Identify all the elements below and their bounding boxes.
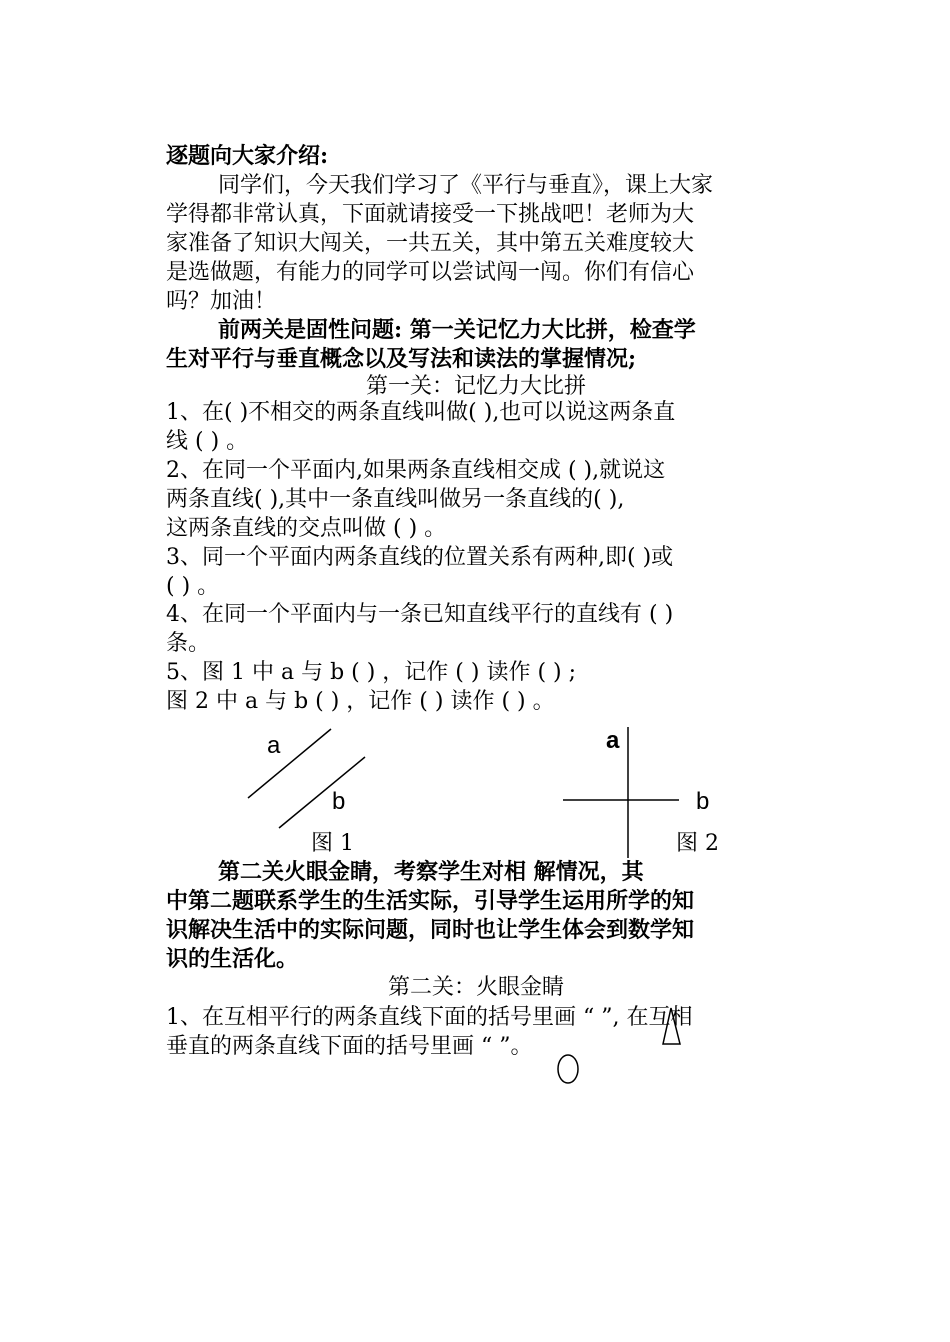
intro-line: 家准备了知识大闯关，一共五关，其中第五关难度较大 [166, 231, 695, 256]
section-heading: 逐题向大家介绍: [166, 143, 329, 169]
question-line: 2、在同一个平面内,如果两条直线相交成 ( ),就说这 [166, 458, 666, 483]
question-line: 3、同一个平面内两条直线的位置关系有两种,即( )或 [166, 545, 674, 570]
figure1-caption: 图 1 [311, 831, 354, 856]
question-line: 条。 [166, 631, 211, 656]
question-line: 1、在互相平行的两条直线下面的括号里画 “ ”, 在互相 [166, 1005, 693, 1030]
question-line: 垂直的两条直线下面的括号里画 “ ”。 [166, 1034, 533, 1059]
figure2-caption: 图 2 [676, 831, 719, 856]
intro-line: 同学们，今天我们学习了《平行与垂直》，课上大家 [218, 173, 714, 198]
figure1-label-a: a [267, 732, 281, 759]
figure1-label-b: b [332, 788, 346, 815]
question-line: 5、图 1 中 a 与 b ( ) ，记作 ( ) 读作 ( ) ; [166, 660, 577, 685]
teacher-note: 第二关火眼金睛，考察学生对相 解情况，其 [218, 859, 644, 885]
level-title: 第一关：记忆力大比拼 [365, 374, 586, 399]
figure2-label-b: b [696, 788, 710, 815]
question-line: 两条直线( ),其中一条直线叫做另一条直线的( ), [166, 487, 625, 512]
intro-line: 是选做题，有能力的同学可以尝试闯一闯。你们有信心 [166, 260, 695, 285]
level-title: 第二关：火眼金睛 [387, 975, 564, 1000]
question-line: 线 ( ) 。 [166, 429, 249, 454]
question-line: 这两条直线的交点叫做 ( ) 。 [166, 516, 447, 541]
teacher-note: 中第二题联系学生的生活实际，引导学生运用所学的知 [166, 888, 695, 914]
question-line: 1、在( )不相交的两条直线叫做( ),也可以说这两条直 [166, 400, 676, 425]
teacher-note: 识解决生活中的实际问题，同时也让学生体会到数学知 [166, 917, 695, 943]
figure2-label-a: a [606, 727, 620, 754]
intro-line: 学得都非常认真，下面就请接受一下挑战吧！老师为大 [166, 202, 695, 227]
circle-icon [558, 1055, 578, 1083]
teacher-note: 生对平行与垂直概念以及写法和读法的掌握情况; [166, 346, 637, 372]
question-line: 图 2 中 a 与 b ( ) ，记作 ( ) 读作 ( ) 。 [166, 689, 555, 714]
teacher-note: 前两关是固性问题: 第一关记忆力大比拼，检查学 [218, 317, 696, 343]
question-line: ( ) 。 [166, 574, 220, 599]
triangle-icon [663, 1008, 680, 1044]
intro-line: 吗？加油！ [166, 289, 277, 314]
teacher-note: 识的生活化。 [166, 946, 299, 972]
question-line: 4、在同一个平面内与一条已知直线平行的直线有 ( ) [166, 602, 674, 627]
